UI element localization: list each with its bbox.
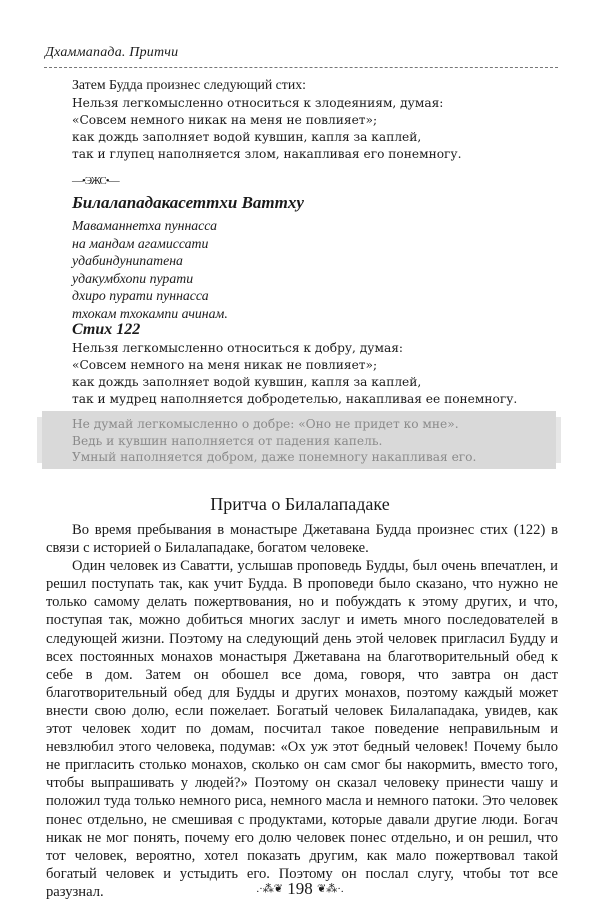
alt-line: Умный наполняется добром, даже понемногу накапливая его. <box>72 450 477 464</box>
story-paragraph: Во время пребывания в монастыре Джетавана Будда произнес стих (122) в связи с историей о Билалападаке, богатом человеке. <box>46 522 558 557</box>
alternate-translation-text <box>72 416 476 466</box>
pali-title: Билалападакасеттхи Ваттху <box>72 193 304 212</box>
verse-line: Нельзя легкомысленно относиться к злодеяниям, думая: <box>72 96 444 110</box>
pali-line: тхокам тхокампи ачинам. <box>72 305 228 321</box>
header-rule <box>44 67 558 68</box>
alt-line: Ведь и кувшин наполняется от падения капель. <box>72 433 383 448</box>
page-number: 198 <box>287 879 313 898</box>
pali-line: удабиндунипатена <box>72 253 183 268</box>
running-head: Дхаммапада. Притчи <box>45 45 179 60</box>
verse-line: Нельзя легкомысленно относиться к добру, думая: <box>72 341 404 355</box>
section-ornament: —•ЭЖС•— <box>72 175 119 187</box>
verse-line: как дождь заполняет водой кувшин, капля за каплей, <box>72 130 422 144</box>
story-body <box>46 521 558 901</box>
pali-line: Маваманнетха пуннасса <box>72 218 217 233</box>
verse-line: так и глупец наполняется злом, накапливая его понемногу. <box>72 147 462 161</box>
verse-line: как дождь заполняет водой кувшин, капля за каплей, <box>72 375 422 389</box>
verse-line: «Совсем немного на меня никак не повлияет»; <box>72 358 378 372</box>
pali-line: на мандам агамиссати <box>72 235 209 251</box>
left-ornament-icon: .·⁂❦ <box>256 883 283 895</box>
pali-line: дхиро пурати пуннасса <box>72 288 209 303</box>
verse-122 <box>72 340 517 408</box>
verse-line: так и мудрец наполняется добродетелью, накапливая ее понемногу. <box>72 392 518 406</box>
verse-121 <box>72 95 461 163</box>
intro-text: Затем Будда произнес следующий стих: <box>72 77 306 92</box>
alt-line: Не думай легкомысленно о добре: «Оно не придет ко мне». <box>72 417 459 431</box>
pali-verse <box>72 217 228 322</box>
right-ornament-icon: ❦⁂·. <box>317 883 344 895</box>
story-title: Притча о Билалападаке <box>210 494 390 514</box>
pali-line: удакумбхопи пурати <box>72 270 194 286</box>
stanza-title: Стих 122 <box>72 321 141 338</box>
story-paragraph: Один человек из Саватти, услышав проповедь Будды, был очень впечатлен, и решил поступать так, как учит Будда. В проповеди было сказано, что нужно не только самому делать пожертвования, но и побуждать к этому других, и что, поступая так, можно добиться многих заслуг и иметь много последователей в следующей жизни. Поэтому на следующий день этой человек пригласил Будду и всех постоянных монахов монастыря Джетавана на благотворительный обед к себе в дом. Затем он обошел все дома, говоря, что завтра он даст благотворительный обед для Будды и других монахов, поэтому каждый может внести свою долю, если пожелает. Богатый человек Билалападака, увидев, как этот человек ходит по домам, посчитал такое поведение неправильным и невзлюбил этого человека, подумав: «Ох уж этот бедный человек! Почему было не пригласить столько монахов, сколько он сам смог бы накормить, вместо того, чтобы выпрашивать у людей?» Поэтому он сказал человеку принести чашу и положил туда только немного риса, немного масла и немного патоки. Это человек понес отдельно, не смешивая с продуктами, которые давали другие люди. Богач никак не мог понять, почему его долю человек понес отдельно, и он решил, что тот человек, вероятно, хотел показать другим, как мало пожертвовал такой богатый человек и устыдить его. Поэтому он послал слугу, чтобы тот все разузнал. <box>46 558 558 900</box>
verse-line: «Совсем немного никак на меня не повлияет»; <box>72 113 378 127</box>
page-footer <box>0 879 600 899</box>
